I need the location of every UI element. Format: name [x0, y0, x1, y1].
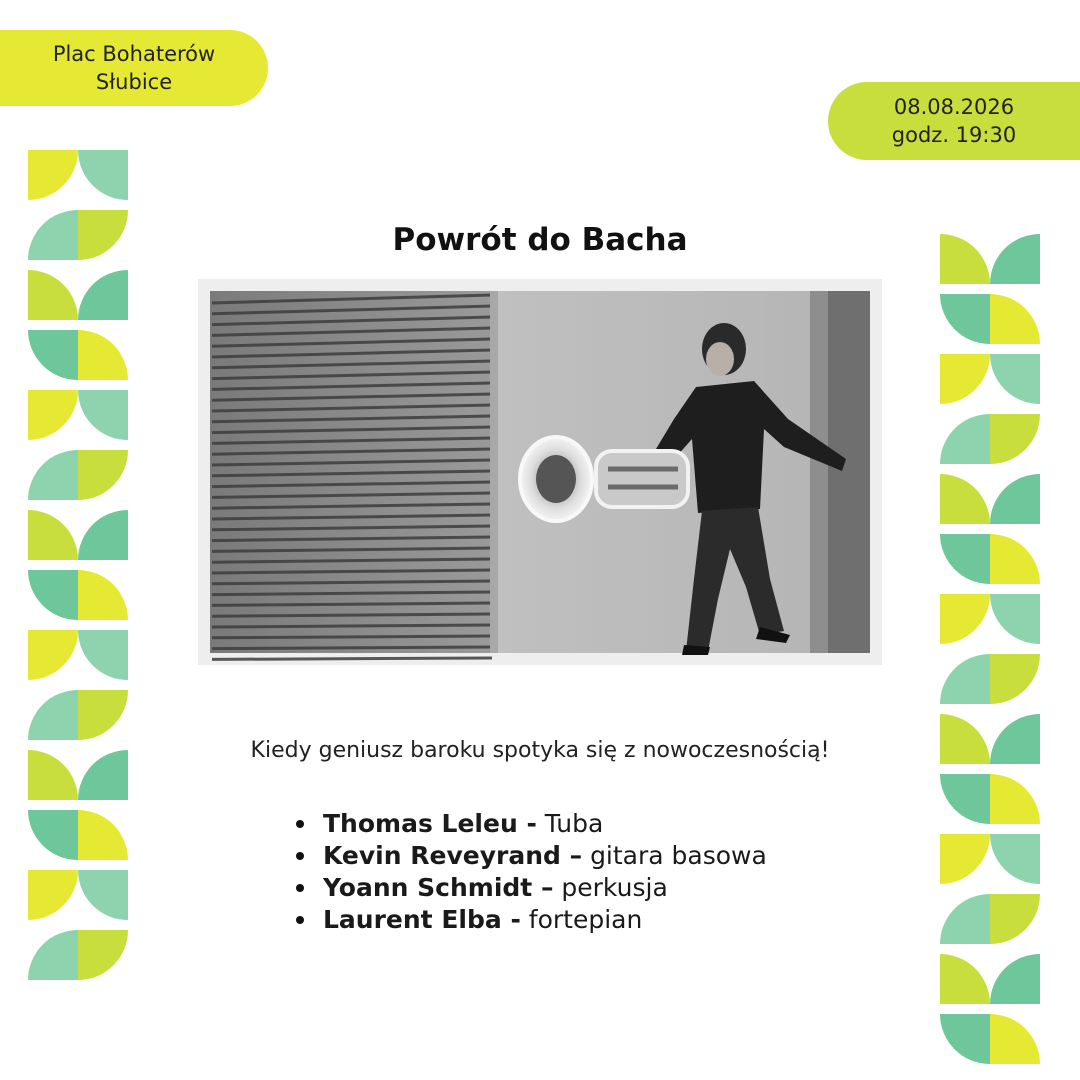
decorative-shape — [78, 450, 128, 500]
list-item — [296, 840, 767, 872]
decorative-shape — [990, 954, 1040, 1004]
performers-list — [296, 808, 767, 936]
performer-role: fortepian — [528, 905, 643, 934]
photo-frame — [210, 291, 870, 659]
location-line1: Plac Bohaterów — [52, 42, 216, 66]
decorative-shape — [990, 894, 1040, 944]
decorative-shape — [78, 870, 128, 920]
decorative-shape — [940, 954, 990, 1004]
decorative-shape — [28, 570, 78, 620]
decorative-shape — [78, 810, 128, 860]
decorative-shape — [28, 930, 78, 980]
decorative-shape — [28, 330, 78, 380]
decorative-shape — [990, 294, 1040, 344]
performer-name: Kevin Reveyrand – — [323, 841, 583, 870]
decorative-shape — [78, 930, 128, 980]
decorative-shape — [78, 630, 128, 680]
list-item — [296, 872, 767, 904]
bullet-icon — [296, 916, 304, 924]
decorative-pattern-left — [28, 150, 128, 986]
bullet-icon — [296, 884, 304, 892]
performer-role: Tuba — [544, 809, 604, 838]
location-badge — [0, 30, 268, 106]
location-line2: Słubice — [95, 70, 173, 94]
performer-name: Laurent Elba - — [323, 905, 521, 934]
decorative-shape — [940, 534, 990, 584]
decorative-shape — [990, 474, 1040, 524]
decorative-shape — [990, 534, 1040, 584]
decorative-shape — [78, 150, 128, 200]
decorative-shape — [940, 774, 990, 824]
performer-name: Yoann Schmidt – — [323, 873, 554, 902]
decorative-shape — [78, 570, 128, 620]
event-subtitle: Kiedy geniusz baroku spotyka się z nowoczesnością! — [250, 738, 830, 763]
decorative-shape — [940, 474, 990, 524]
decorative-shape — [940, 414, 990, 464]
decorative-shape — [78, 690, 128, 740]
date-line2: godz. 19:30 — [891, 123, 1017, 147]
date-badge — [828, 82, 1080, 160]
list-item — [296, 808, 767, 840]
decorative-shape — [78, 510, 128, 560]
decorative-shape — [940, 594, 990, 644]
decorative-shape — [990, 774, 1040, 824]
decorative-shape — [940, 654, 990, 704]
decorative-shape — [940, 834, 990, 884]
decorative-shape — [990, 414, 1040, 464]
decorative-shape — [28, 150, 78, 200]
decorative-shape — [990, 594, 1040, 644]
decorative-shape — [940, 894, 990, 944]
decorative-shape — [940, 294, 990, 344]
performer-role: perkusja — [561, 873, 668, 902]
decorative-shape — [28, 870, 78, 920]
list-item — [296, 904, 767, 936]
decorative-shape — [28, 810, 78, 860]
decorative-shape — [28, 630, 78, 680]
decorative-shape — [28, 390, 78, 440]
decorative-shape — [990, 354, 1040, 404]
performer-role: gitara basowa — [590, 841, 767, 870]
decorative-shape — [940, 354, 990, 404]
bullet-icon — [296, 820, 304, 828]
tuba-player-photo — [198, 279, 882, 665]
decorative-shape — [78, 330, 128, 380]
decorative-shape — [28, 690, 78, 740]
decorative-shape — [990, 834, 1040, 884]
date-line1: 08.08.2026 — [893, 95, 1015, 119]
performer-name: Thomas Leleu - — [323, 809, 537, 838]
decorative-pattern-right — [940, 234, 1040, 1070]
bullet-icon — [296, 852, 304, 860]
decorative-shape — [78, 390, 128, 440]
decorative-shape — [990, 654, 1040, 704]
decorative-shape — [28, 510, 78, 560]
decorative-shape — [940, 1014, 990, 1064]
event-title: Powrót do Bacha — [392, 222, 688, 258]
decorative-shape — [28, 270, 78, 320]
decorative-shape — [78, 270, 128, 320]
decorative-shape — [28, 450, 78, 500]
decorative-shape — [990, 1014, 1040, 1064]
